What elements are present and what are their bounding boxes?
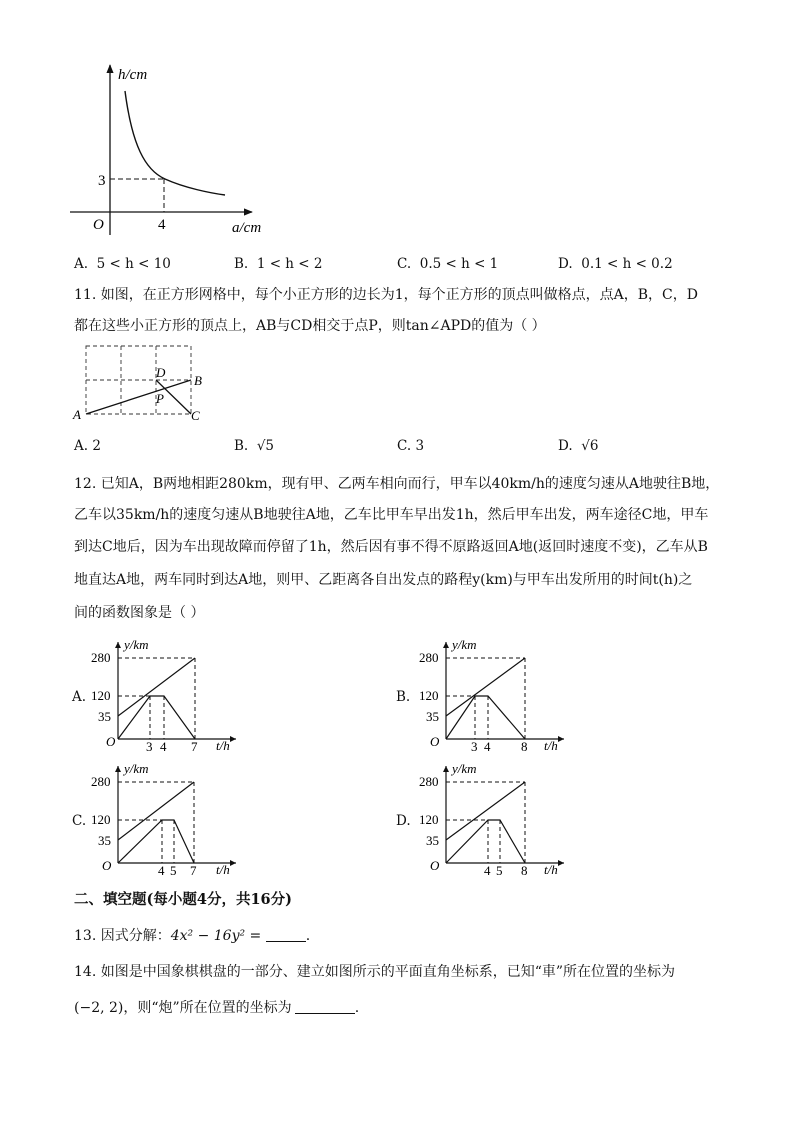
x-tick-label: 4: [158, 217, 166, 233]
y-tick-label: 3: [98, 173, 106, 189]
x-tick-3: 8: [521, 739, 528, 754]
car-a-line: [118, 696, 195, 739]
y-tick-120: 120: [419, 812, 439, 827]
origin-label: O: [430, 734, 440, 749]
x-tick-3: 8: [521, 863, 528, 878]
q13-prefix: 13. 因式分解：: [74, 928, 171, 944]
q12-option-d-letter: D.: [396, 813, 411, 829]
q12-graph-c: [88, 760, 248, 882]
q11-option-c: C. 3: [397, 438, 425, 454]
x-tick-1: 4: [484, 863, 491, 878]
q10-option-c: C. 0.5 < h < 1: [397, 256, 499, 272]
q12-line-2: 乙车以35km/h的速度匀速从B地驶往A地，乙车比甲车早出发1h，然后甲车出发，两车途径C地，甲车: [74, 507, 709, 523]
y-arrow: [443, 642, 449, 648]
q12-graph-d: [416, 760, 576, 882]
q12-option-b-letter: B.: [396, 689, 411, 705]
inverse-curve-graph: [60, 55, 290, 245]
q14-answer-blank[interactable]: [295, 999, 355, 1014]
car-b-line: [446, 658, 525, 716]
x-arrow: [230, 736, 236, 742]
x-label: t/h: [544, 738, 558, 753]
y-tick-120: 120: [91, 688, 111, 703]
y-tick-35: 35: [98, 833, 111, 848]
x-tick-2: 5: [496, 863, 503, 878]
y-tick-35: 35: [426, 833, 439, 848]
point-d-label: D: [156, 365, 166, 380]
point-b-label: B: [194, 373, 202, 388]
x-tick-2: 4: [484, 739, 491, 754]
car-a-line: [446, 820, 525, 863]
y-tick-280: 280: [419, 774, 439, 789]
y-tick-120: 120: [91, 812, 111, 827]
q12-line-5: 间的函数图象是（ ）: [74, 605, 205, 621]
q12-option-a-letter: A.: [72, 689, 87, 705]
q11-line-2: 都在这些小正方形的顶点上，AB与CD相交于点P，则tan∠APD的值为（ ）: [74, 318, 546, 334]
q13-line: [74, 926, 310, 946]
x-tick-3: 7: [191, 739, 198, 754]
q12-line-4: 地直达A地，两车同时到达A地，则甲、乙距离各自出发点的路程y(km)与甲车出发所用的时间t(h)之: [74, 572, 693, 588]
car-b-line: [118, 782, 194, 840]
car-a-line: [446, 696, 525, 739]
x-label: t/h: [544, 862, 558, 877]
q12-line-3: 到达C地后，因为车出现故障而停留了1h，然后因有事不得不原路返回A地(返回时速度不变)，乙车从B: [74, 539, 708, 555]
y-label: y/km: [124, 637, 149, 652]
point-p-label: P: [156, 391, 164, 406]
q14-line-2-start: (−2, 2)，则“炮”所在位置的坐标为: [74, 1000, 292, 1016]
y-label: y/km: [452, 637, 477, 652]
q10-option-a: A. 5 < h < 10: [74, 256, 171, 272]
q13-answer-blank[interactable]: [266, 927, 306, 942]
origin-label: O: [106, 734, 116, 749]
q13-expression: 4x² − 16y² =: [170, 928, 262, 944]
q11-option-a: A. 2: [74, 438, 101, 454]
y-arrow: [443, 766, 449, 772]
q14-line-2-end: .: [354, 1000, 360, 1016]
q13-suffix: .: [305, 928, 311, 944]
y-axis-label: h/cm: [118, 67, 148, 83]
y-tick-280: 280: [91, 650, 111, 665]
y-label: y/km: [452, 761, 477, 776]
x-arrow: [230, 860, 236, 866]
x-tick-3: 7: [190, 863, 197, 878]
q10-option-b: B. 1 < h < 2: [234, 256, 323, 272]
y-tick-280: 280: [419, 650, 439, 665]
y-tick-120: 120: [419, 688, 439, 703]
y-label: y/km: [124, 761, 149, 776]
q12-line-1: 12. 已知A，B两地相距280km，现有甲、乙两车相向而行，甲车以40km/h的速度匀速从A地驶往B地，: [74, 476, 720, 492]
q11-option-b: B. √5: [234, 438, 275, 454]
point-c-label: C: [191, 408, 200, 423]
x-label: t/h: [216, 738, 230, 753]
y-arrow: [115, 766, 121, 772]
y-tick-35: 35: [98, 709, 111, 724]
origin-label: O: [93, 217, 104, 233]
q12-option-c-letter: C.: [72, 813, 87, 829]
car-a-line: [118, 820, 194, 863]
section-heading: 二、填空题(每小题4分，共16分): [74, 891, 292, 908]
x-axis-label: a/cm: [232, 220, 262, 236]
grid-figure: [68, 340, 218, 425]
car-b-line: [446, 782, 525, 840]
origin-label: O: [430, 858, 440, 873]
x-tick-2: 5: [170, 863, 177, 878]
q12-graph-b: [416, 636, 576, 756]
y-arrow: [115, 642, 121, 648]
q10-option-d: D. 0.1 < h < 0.2: [558, 256, 673, 272]
x-tick-2: 4: [160, 739, 167, 754]
x-arrow: [558, 736, 564, 742]
x-arrow: [558, 860, 564, 866]
y-tick-280: 280: [91, 774, 111, 789]
q12-graph-a: [88, 636, 248, 756]
x-tick-1: 3: [471, 739, 478, 754]
x-label: t/h: [216, 862, 230, 877]
y-tick-35: 35: [426, 709, 439, 724]
segment-ab: [86, 380, 191, 414]
x-tick-1: 4: [158, 863, 165, 878]
q14-line-2: [74, 998, 359, 1018]
q14-line-1: 14. 如图是中国象棋棋盘的一部分、建立如图所示的平面直角坐标系，已知“車”所在位置的坐标为: [74, 964, 676, 980]
q11-option-d: D. √6: [558, 438, 599, 454]
inverse-curve: [125, 91, 225, 195]
origin-label: O: [102, 858, 112, 873]
car-b-line: [118, 658, 195, 716]
point-a-label: A: [73, 407, 81, 422]
x-tick-1: 3: [146, 739, 153, 754]
q11-line-1: 11. 如图，在正方形网格中，每个小正方形的边长为1，每个正方形的顶点叫做格点，点A，B，C，D: [74, 287, 698, 303]
